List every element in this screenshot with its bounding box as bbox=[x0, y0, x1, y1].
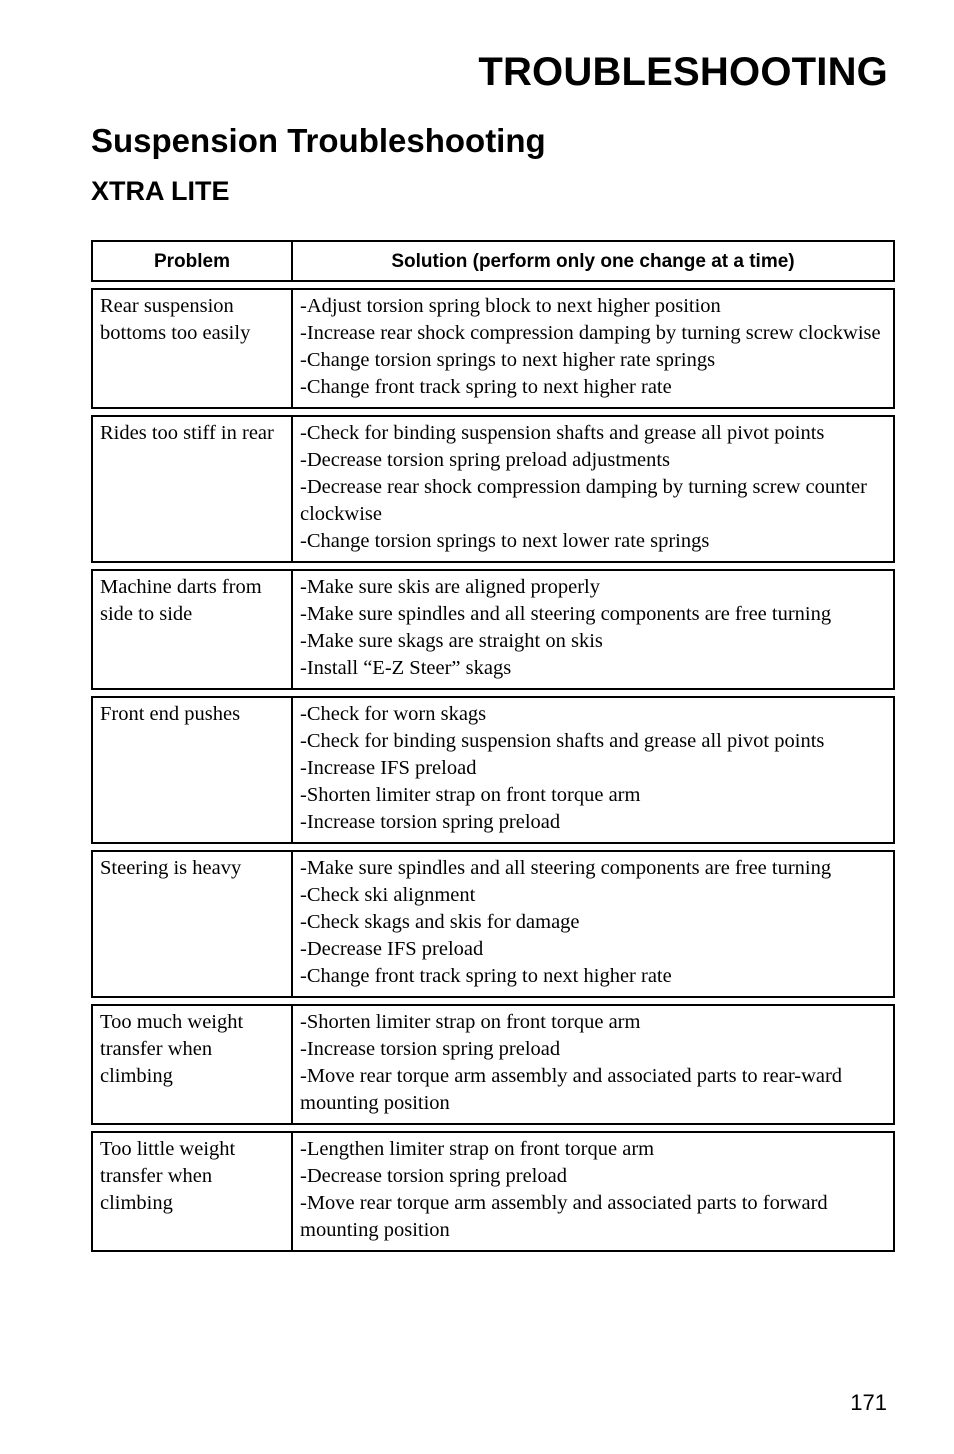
solution-cell bbox=[292, 416, 894, 562]
row-spacer bbox=[92, 281, 894, 289]
page-number: 171 bbox=[850, 1390, 887, 1415]
solution-step: -Decrease torsion spring preload adjustments bbox=[300, 449, 671, 471]
solution-step: -Check for binding suspension shafts and grease all pivot points bbox=[300, 422, 825, 444]
problem-cell: Too much weight transfer when climbing bbox=[92, 1005, 292, 1124]
row-spacer bbox=[92, 562, 894, 570]
solution-step: -Change front track spring to next higher rate bbox=[300, 376, 672, 398]
solution-cell bbox=[292, 570, 894, 689]
solution-step: -Increase torsion spring preload bbox=[300, 811, 561, 833]
problem-cell: Machine darts from side to side bbox=[92, 570, 292, 689]
problem-cell: Rear suspension bottoms too easily bbox=[92, 289, 292, 408]
spacer-cell bbox=[292, 997, 894, 1005]
troubleshooting-table bbox=[91, 240, 895, 1252]
table-row bbox=[92, 1005, 894, 1124]
solution-step: -Make sure skags are straight on skis bbox=[300, 630, 603, 652]
spacer-cell bbox=[292, 281, 894, 289]
problem-cell: Front end pushes bbox=[92, 697, 292, 843]
spacer-cell bbox=[292, 562, 894, 570]
solution-column-header: Solution (perform only one change at a time) bbox=[292, 241, 894, 281]
table-row bbox=[92, 570, 894, 689]
spacer-cell bbox=[292, 1124, 894, 1132]
spacer-cell bbox=[92, 562, 292, 570]
solution-step: -Decrease rear shock compression damping by turning screw counter clockwise bbox=[300, 476, 867, 525]
table-row bbox=[92, 416, 894, 562]
solution-step: -Check skags and skis for damage bbox=[300, 911, 580, 933]
table-header bbox=[92, 241, 894, 281]
row-spacer bbox=[92, 408, 894, 416]
solution-step: -Increase torsion spring preload bbox=[300, 1038, 561, 1060]
spacer-cell bbox=[292, 408, 894, 416]
table-row bbox=[92, 697, 894, 843]
header-row bbox=[92, 241, 894, 281]
row-spacer bbox=[92, 997, 894, 1005]
problem-cell: Steering is heavy bbox=[92, 851, 292, 997]
solution-step: -Adjust torsion spring block to next higher position bbox=[300, 295, 721, 317]
spacer-cell bbox=[92, 997, 292, 1005]
solution-step: -Check for binding suspension shafts and grease all pivot points bbox=[300, 730, 825, 752]
spacer-cell bbox=[92, 281, 292, 289]
problem-cell: Too little weight transfer when climbing bbox=[92, 1132, 292, 1251]
row-spacer bbox=[92, 689, 894, 697]
section-title: Suspension Troubleshooting bbox=[91, 122, 546, 159]
solution-step: -Decrease IFS preload bbox=[300, 938, 484, 960]
spacer-cell bbox=[92, 408, 292, 416]
problem-cell: Rides too stiff in rear bbox=[92, 416, 292, 562]
spacer-cell bbox=[292, 689, 894, 697]
solution-step: -Make sure spindles and all steering components are free turning bbox=[300, 603, 832, 625]
solution-cell bbox=[292, 851, 894, 997]
table-row bbox=[92, 1132, 894, 1251]
row-spacer bbox=[92, 843, 894, 851]
solution-step: -Check ski alignment bbox=[300, 884, 476, 906]
solution-cell bbox=[292, 289, 894, 408]
chapter-title: TROUBLESHOOTING bbox=[478, 50, 888, 94]
spacer-cell bbox=[92, 843, 292, 851]
problem-column-header: Problem bbox=[92, 241, 292, 281]
table-body bbox=[92, 281, 894, 1251]
spacer-cell bbox=[292, 843, 894, 851]
solution-step: -Shorten limiter strap on front torque arm bbox=[300, 784, 641, 806]
solution-step: -Make sure spindles and all steering components are free turning bbox=[300, 857, 832, 879]
solution-step: -Increase IFS preload bbox=[300, 757, 477, 779]
solution-step: -Decrease torsion spring preload bbox=[300, 1165, 567, 1187]
table-row bbox=[92, 289, 894, 408]
solution-cell bbox=[292, 1005, 894, 1124]
solution-step: -Change torsion springs to next higher rate springs bbox=[300, 349, 716, 371]
row-spacer bbox=[92, 1124, 894, 1132]
solution-cell bbox=[292, 697, 894, 843]
solution-step: -Lengthen limiter strap on front torque arm bbox=[300, 1138, 655, 1160]
solution-step: -Install “E-Z Steer” skags bbox=[300, 657, 512, 679]
solution-step: -Move rear torque arm assembly and associated parts to rear-ward mounting position bbox=[300, 1065, 843, 1114]
solution-cell bbox=[292, 1132, 894, 1251]
spacer-cell bbox=[92, 689, 292, 697]
solution-step: -Change front track spring to next higher rate bbox=[300, 965, 672, 987]
solution-step: -Move rear torque arm assembly and associated parts to forward mounting position bbox=[300, 1192, 828, 1241]
solution-step: -Change torsion springs to next lower rate springs bbox=[300, 530, 710, 552]
solution-step: -Check for worn skags bbox=[300, 703, 487, 725]
solution-step: -Shorten limiter strap on front torque arm bbox=[300, 1011, 641, 1033]
solution-step: -Make sure skis are aligned properly bbox=[300, 576, 600, 598]
model-title: XTRA LITE bbox=[91, 176, 230, 206]
spacer-cell bbox=[92, 1124, 292, 1132]
solution-step: -Increase rear shock compression damping by turning screw clockwise bbox=[300, 322, 881, 344]
table-row bbox=[92, 851, 894, 997]
